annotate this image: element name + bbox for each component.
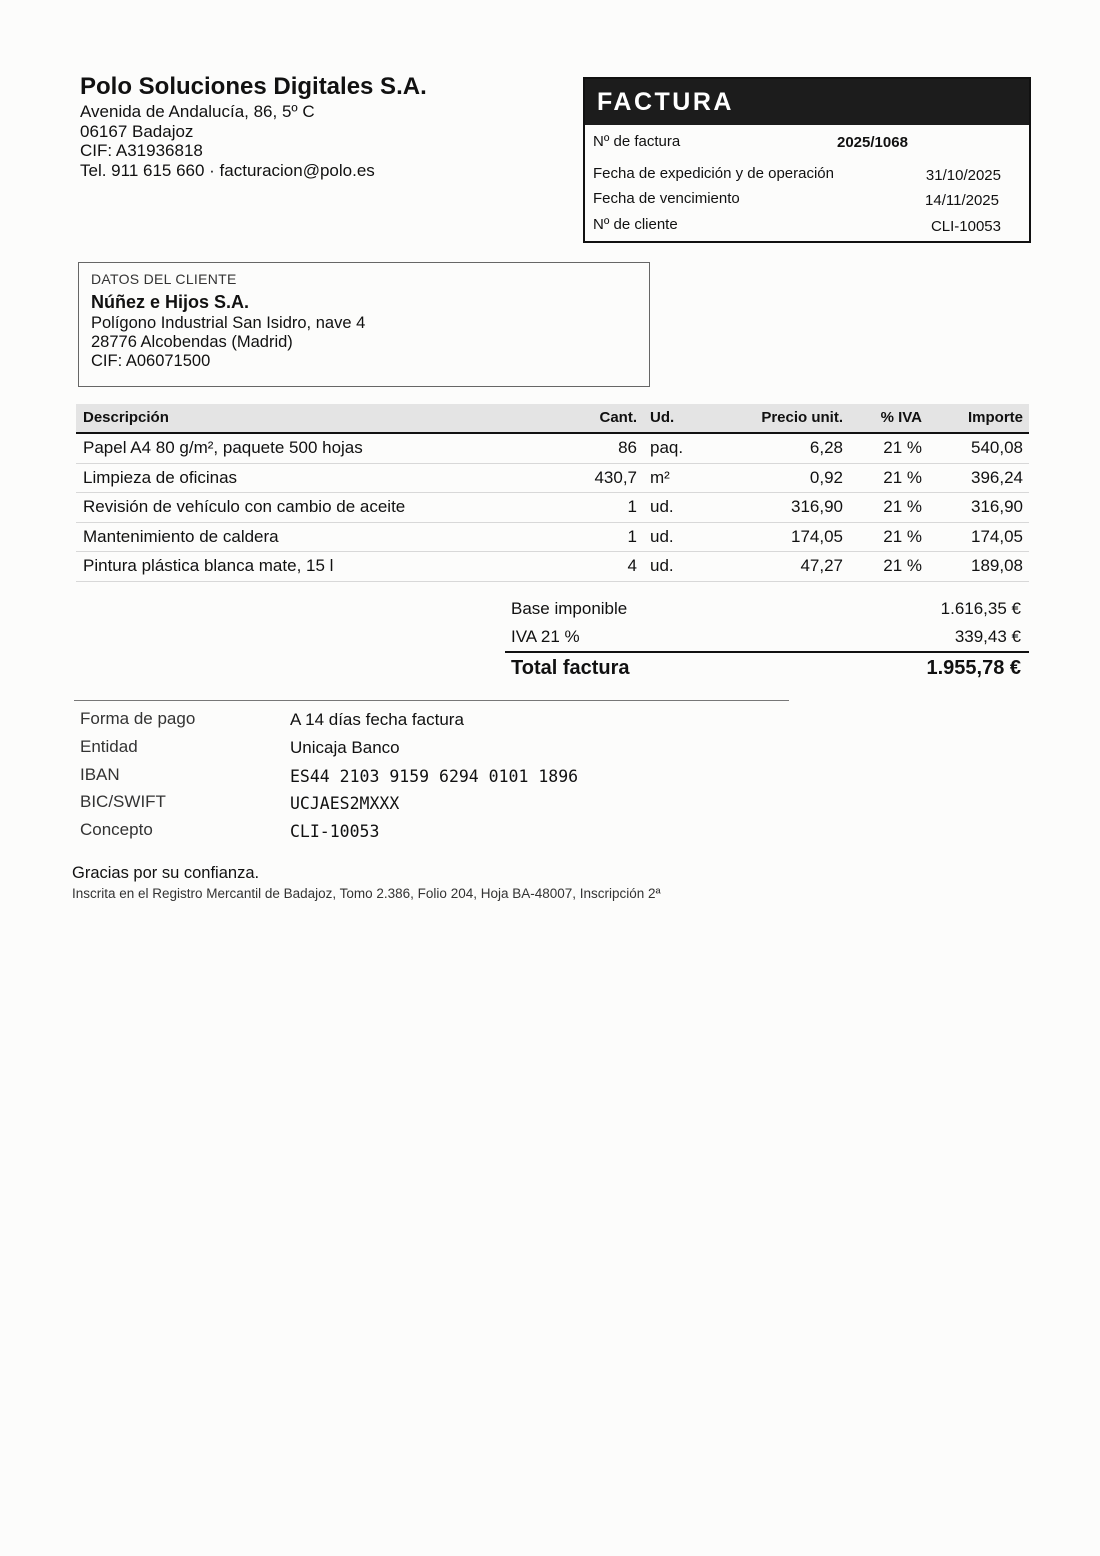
- row-amount: 540,08: [971, 438, 1023, 457]
- bank-name: Unicaja Banco: [290, 737, 400, 757]
- row-description: Pintura plástica blanca mate, 15 l: [83, 556, 334, 576]
- concept-value: CLI-10053: [290, 822, 380, 842]
- client-number-label: Nº de cliente: [593, 216, 678, 233]
- header-vat: % IVA: [880, 409, 922, 426]
- header-unit: Ud.: [650, 409, 675, 426]
- base-value: 1.616,35 €: [940, 599, 1021, 618]
- invoice-number-row: [593, 133, 1021, 153]
- table-row: [76, 523, 1029, 553]
- row-unit: ud.: [650, 556, 674, 576]
- row-description: Mantenimiento de caldera: [83, 526, 279, 546]
- row-vat: 21 %: [883, 526, 922, 546]
- invoice-due-row: [593, 190, 1021, 210]
- row-vat: 21 %: [883, 467, 922, 487]
- table-row: [76, 493, 1029, 523]
- invoice-heading: FACTURA: [585, 79, 1029, 125]
- payment-method-row: [80, 707, 780, 735]
- iban-value: ES44 2103 9159 6294 0101 1896: [290, 766, 579, 786]
- client-name: Núñez e Hijos S.A.: [91, 292, 250, 312]
- concept-row: [80, 818, 780, 846]
- table-row: [76, 434, 1029, 464]
- row-quantity: 86: [618, 438, 637, 457]
- due-date: 14/11/2025: [925, 192, 999, 209]
- row-unit: m²: [650, 467, 670, 487]
- bank-row: [80, 735, 780, 763]
- row-unit-price: 47,27: [800, 556, 843, 576]
- company-contact: Tel. 911 615 660 · facturacion@polo.es: [80, 160, 375, 180]
- issue-date: 31/10/2025: [925, 167, 1001, 184]
- row-unit-price: 174,05: [791, 526, 843, 546]
- company-name: Polo Soluciones Digitales S.A.: [80, 73, 427, 100]
- row-unit: ud.: [650, 526, 674, 546]
- row-quantity: 430,7: [594, 467, 637, 487]
- row-amount: 189,08: [971, 556, 1023, 576]
- row-description: Revisión de vehículo con cambio de aceite: [83, 497, 406, 517]
- invoice-details-box: [583, 77, 1031, 243]
- client-cif: CIF: A06071500: [91, 352, 211, 370]
- row-unit: ud.: [650, 497, 674, 517]
- invoice-issue-row: [593, 165, 1021, 185]
- vat-value: 339,43 €: [954, 627, 1021, 646]
- total-label: Total factura: [511, 657, 630, 679]
- iban-row: [80, 763, 780, 791]
- table-row: [76, 552, 1029, 582]
- header-description: Descripción: [83, 409, 169, 426]
- company-cif: CIF: A31936818: [80, 141, 203, 160]
- bic-row: [80, 790, 780, 818]
- row-unit-price: 6,28: [809, 438, 843, 457]
- registry-note: Inscrita en el Registro Mercantil de Badajoz, Tomo 2.386, Folio 204, Hoja BA-48007, Inscripción 2ª: [72, 886, 661, 901]
- company-address-street: Avenida de Andalucía, 86, 5º C: [80, 102, 315, 121]
- items-table-header: [76, 404, 1029, 434]
- row-quantity: 4: [627, 556, 637, 576]
- invoice-number: 2025/1068: [837, 134, 908, 151]
- client-address-street: Polígono Industrial San Isidro, nave 4: [91, 314, 366, 332]
- company-header: [80, 72, 560, 180]
- payment-method: A 14 días fecha factura: [290, 710, 464, 729]
- bic-value: UCJAES2MXXX: [290, 794, 400, 814]
- row-vat: 21 %: [883, 556, 922, 576]
- row-quantity: 1: [627, 526, 637, 546]
- total-value: 1.955,78 €: [926, 657, 1021, 679]
- header-quantity: Cant.: [599, 409, 637, 426]
- invoice-number-label: Nº de factura: [593, 133, 681, 150]
- bic-label: BIC/SWIFT: [80, 792, 166, 812]
- iban-label: IBAN: [80, 764, 120, 784]
- vat-label: IVA 21 %: [511, 627, 580, 646]
- bank-label: Entidad: [80, 736, 138, 756]
- payment-details: [80, 707, 780, 846]
- row-unit: paq.: [650, 438, 684, 457]
- base-row: [505, 595, 1029, 623]
- table-row: [76, 464, 1029, 494]
- header-amount: Importe: [967, 409, 1023, 426]
- client-box: [78, 262, 650, 387]
- row-amount: 316,90: [971, 497, 1023, 517]
- row-unit-price: 316,90: [791, 497, 843, 517]
- row-quantity: 1: [627, 497, 637, 517]
- row-description: Limpieza de oficinas: [83, 467, 238, 487]
- client-caption: DATOS DEL CLIENTE: [91, 271, 237, 287]
- total-row: [505, 651, 1029, 685]
- row-vat: 21 %: [883, 438, 922, 457]
- vat-row: [505, 623, 1029, 651]
- header-unit-price: Precio unit.: [761, 409, 843, 426]
- section-divider: [74, 700, 789, 701]
- row-unit-price: 0,92: [809, 467, 843, 487]
- thanks-note: Gracias por su confianza.: [72, 864, 260, 882]
- totals-block: [505, 595, 1029, 685]
- due-date-label: Fecha de vencimiento: [593, 190, 740, 207]
- base-label: Base imponible: [511, 599, 628, 618]
- issue-date-label: Fecha de expedición y de operación: [593, 165, 834, 182]
- row-vat: 21 %: [883, 497, 922, 517]
- items-table: [76, 404, 1029, 582]
- client-number: CLI-10053: [930, 218, 1001, 235]
- row-amount: 174,05: [971, 526, 1023, 546]
- row-description: Papel A4 80 g/m², paquete 500 hojas: [83, 438, 363, 457]
- concept-label: Concepto: [80, 820, 153, 840]
- company-address-city: 06167 Badajoz: [80, 121, 194, 141]
- row-amount: 396,24: [971, 467, 1023, 487]
- invoice-client-row: [593, 216, 1021, 236]
- payment-method-label: Forma de pago: [80, 709, 196, 728]
- client-address-city: 28776 Alcobendas (Madrid): [91, 333, 293, 351]
